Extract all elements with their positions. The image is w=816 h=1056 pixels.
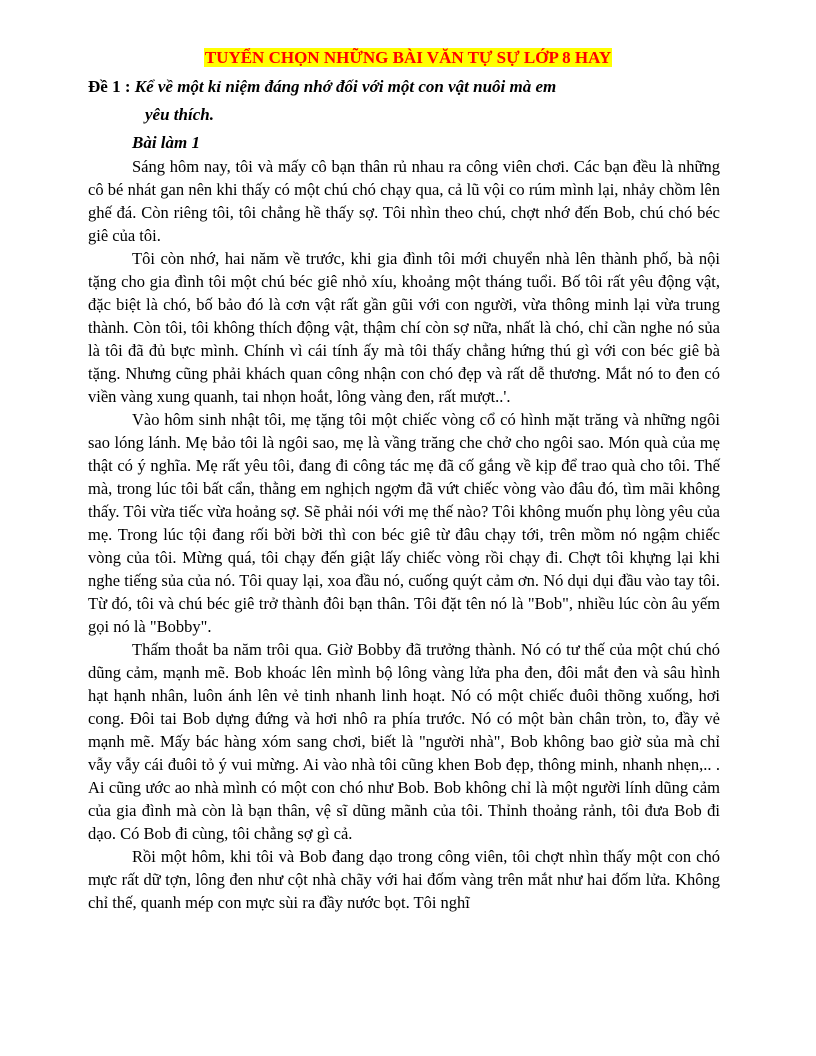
essay-body <box>88 155 720 914</box>
prompt-label: Đề 1 : <box>88 77 131 96</box>
title-wrap <box>0 48 816 68</box>
paragraph: Tôi còn nhớ, hai năm về trước, khi gia đình tôi mới chuyển nhà lên thành phố, bà nội tặng cho gia đình tôi một chú béc giê nhỏ xíu, khoảng một tháng tuổi. Bố tôi rất yêu động vật, đặc biệt là chó, bố bảo đó là cơn vật rất gần gũi với con người, vừa thông minh lại vừa trung thành. Còn tôi, tôi không thích động vật, thậm chí còn sợ nữa, nhất là chó, chỉ cần nghe nó sủa là tôi đã đủ bực mình. Chính vì cái tính ấy mà tôi thấy chẳng hứng thú gì với con béc giê bà tặng. Nhưng cũng phải khách quan công nhận con chó đẹp và rất dễ thương. Mắt nó to đen có viền vàng xung quanh, tai nhọn hoắt, lông vàng đen, rất mượt..'. <box>88 249 720 406</box>
prompt-line <box>88 76 556 98</box>
document-title: TUYỂN CHỌN NHỮNG BÀI VĂN TỰ SỰ LỚP 8 HAY <box>204 48 612 67</box>
paragraph: Sáng hôm nay, tôi và mấy cô bạn thân rủ nhau ra công viên chơi. Các bạn đều là những cô bé nhát gan nên khi thấy có một chú chó chạy qua, cả lũ vội co rúm mình lại, nhảy chồm lên ghế đá. Còn riêng tôi, tôi chẳng hề thấy sợ. Tôi nhìn theo chú, chợt nhớ đến Bob, chú chó béc giê của tôi. <box>88 157 720 245</box>
paragraph: Vào hôm sinh nhật tôi, mẹ tặng tôi một chiếc vòng cổ có hình mặt trăng và những ngôi sao lóng lánh. Mẹ bảo tôi là ngôi sao, mẹ là vầng trăng che chở cho ngôi sao. Món quà của mẹ thật có ý nghĩa. Mẹ rất yêu tôi, đang đi công tác mẹ đã cố gắng về kịp để trao quà cho tôi. Thế mà, trong lúc tôi bất cẩn, thằng em nghịch ngợm đã vứt chiếc vòng vào đâu đó, tìm mãi không thấy. Tôi vừa tiếc vừa hoảng sợ. Sẽ phải nói với mẹ thế nào? Tôi không muốn phụ lòng yêu của mẹ. Trong lúc tội đang rối bời bời thì con béc giê từ đâu chạy tới, trên mồm nó ngậm chiếc vòng của tôi. Mừng quá, tôi chạy đến giật lấy chiếc vòng rồi chạy đi. Chợt tôi khựng lại khi nghe tiếng sủa của nó. Tôi quay lại, xoa đầu nó, cuống quýt cảm ơn. Nó dụi dụi đầu vào tay tôi. Từ đó, tôi và chú béc giê trở thành đôi bạn thân. Tôi đặt tên nó là "Bob", nhiều lúc còn âu yếm gọi nó là "Bobby". <box>88 410 720 636</box>
prompt-text: Kể về một kỉ niệm đáng nhớ đối với một con vật nuôi mà em <box>134 77 557 96</box>
prompt-text-continued: yêu thích. <box>145 105 214 124</box>
essay-heading: Bài làm 1 <box>132 133 201 152</box>
paragraph: Thấm thoắt ba năm trôi qua. Giờ Bobby đã trưởng thành. Nó có tư thế của một chú chó dũng cảm, mạnh mẽ. Bob khoác lên mình bộ lông vàng lửa pha đen, đôi mắt đen và sâu hình hạt hạnh nhân, luôn ánh lên vẻ tinh nhanh linh hoạt. Nó có một chiếc đuôi thõng xuống, hơi cong. Đôi tai Bob dựng đứng và hơi nhô ra phía trước. Nó có một bàn chân tròn, to, đầy vẻ mạnh mẽ. Mấy bác hàng xóm sang chơi, biết là "người nhà", Bob không bao giờ sủa mà chỉ vẫy vẫy cái đuôi tỏ ý vui mừng. Ai vào nhà tôi cũng khen Bob đẹp, thông minh, nhanh nhẹn,.. . Ai cũng ước ao nhà mình có một con chó như Bob. Bob không chỉ là một người lính dũng cảm của gia đình mà còn là bạn thân, vệ sĩ dũng mãnh của tôi. Thỉnh thoảng rảnh, tôi đưa Bob đi dạo. Có Bob đi cùng, tôi chẳng sợ gì cả. <box>88 640 720 843</box>
paragraph: Rồi một hôm, khi tôi và Bob đang dạo trong công viên, tôi chợt nhìn thấy một con chó mực rất dữ tợn, lông đen như cột nhà chãy với hai đốm vàng trên mắt như hai đốm lửa. Không chỉ thế, quanh mép con mực sùi ra đầy nước bọt. Tôi nghĩ <box>88 847 720 912</box>
